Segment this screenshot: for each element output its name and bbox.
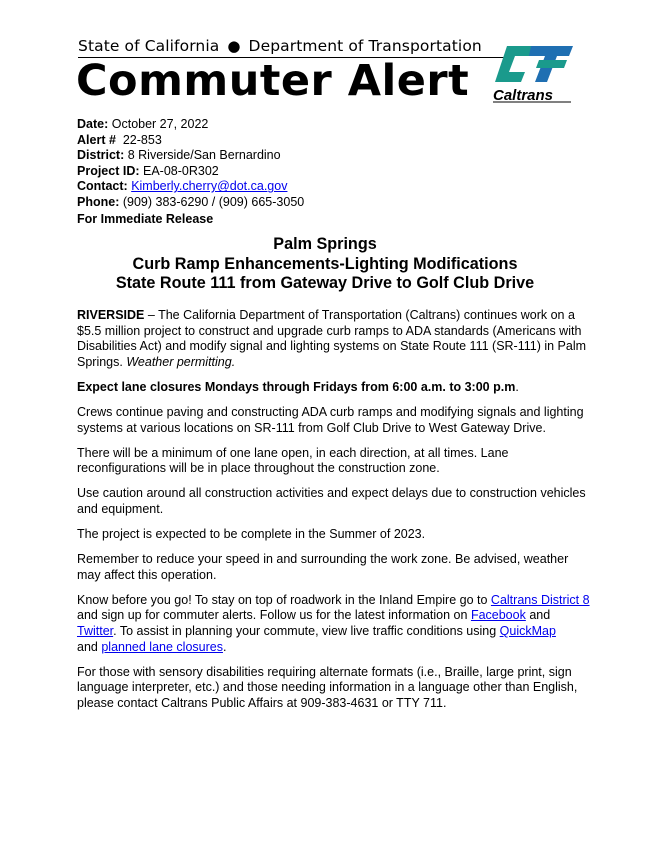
state-name: State of California <box>78 37 220 55</box>
logo-bar-shape <box>536 60 567 68</box>
planned-lane-closures-link[interactable]: planned lane closures <box>101 639 223 654</box>
project-id: EA-08-0R302 <box>143 163 219 178</box>
article-body <box>77 308 592 721</box>
department-name: Department of Transportation <box>248 37 482 55</box>
logo-wordmark: Caltrans <box>493 87 554 104</box>
caltrans-logo <box>485 42 577 104</box>
headline-city: Palm Springs <box>273 235 377 253</box>
agency-line <box>78 37 482 55</box>
date-row: Date: October 27, 2022 <box>77 117 209 131</box>
district-row: District: 8 Riverside/San Bernardino <box>77 148 281 163</box>
date-value: October 27, 2022 <box>111 117 209 131</box>
phone-row: Phone: (909) 383-6290 / (909) 665-3050 <box>77 194 305 209</box>
bullet-separator: ● <box>227 37 241 55</box>
logo-c-shape <box>495 46 535 82</box>
headline <box>60 235 590 294</box>
paragraph-intro: RIVERSIDE – The California Department of Transportation (Caltrans) continues work on a $5.5 million project to construct and upgrade curb ramps to ADA standards (Americans with Disabilities Act) and modify signal and lighting systems on State Route 111 (SR-111) in Palm Springs. Weather permitting. <box>77 308 587 369</box>
paragraph-closures: Expect lane closures Mondays through Fridays from 6:00 a.m. to 3:00 p.m. <box>77 379 519 394</box>
facebook-link[interactable]: Facebook <box>470 608 526 623</box>
headline-project: Curb Ramp Enhancements-Lighting Modifications <box>132 254 518 273</box>
paragraph-resources: Know before you go! To stay on top of roadwork in the Inland Empire go to Caltrans District 8 and sign up for commuter alerts. Follow us for the latest information on Facebook and Twitter. To assist in planning your commute, view live traffic conditions using QuickMap and planned lane closures. <box>77 592 590 654</box>
paragraph-speed: Remember to reduce your speed in and surrounding the work zone. Be advised, weather may affect this operation. <box>77 552 569 582</box>
release-metadata <box>77 117 304 211</box>
paragraph-lanes: There will be a minimum of one lane open, in each direction, at all times. Lane reconfigurations will be in place throughout the construction zone. <box>77 445 509 476</box>
contact-row: Contact: Kimberly.cherry@dot.ca.gov <box>77 179 288 194</box>
alert-number: 22-853 <box>122 132 162 147</box>
paragraph-work: Crews continue paving and constructing ADA curb ramps and modifying signals and lighting systems at various locations on SR-111 from Golf Club Drive to West Gateway Drive. <box>77 404 584 435</box>
paragraph-completion: The project is expected to be complete in the Summer of 2023. <box>77 527 426 542</box>
district-value: 8 Riverside/San Bernardino <box>127 148 281 163</box>
project-row: Project ID: EA-08-0R302 <box>77 163 219 178</box>
contact-email-link[interactable]: Kimberly.cherry@dot.ca.gov <box>131 179 288 194</box>
page-title: Commuter Alert <box>76 56 470 106</box>
paragraph-caution: Use caution around all construction activities and expect delays due to construction vehicles and equipment. <box>77 486 586 516</box>
alert-row: Alert # 22-853 <box>77 132 162 147</box>
twitter-link[interactable]: Twitter <box>77 624 114 638</box>
paragraph-accessibility: For those with sensory disabilities requiring alternate formats (i.e., Braille, large print, sign language interpreter, etc.) and those needing information in a language other than English, please contact Caltrans Public Affairs at 909-383-4631 or TTY 711. <box>77 664 578 710</box>
caltrans-district-8-link[interactable]: Caltrans District 8 <box>490 592 590 607</box>
phone-value: (909) 383-6290 / (909) 665-3050 <box>122 194 305 209</box>
quickmap-link[interactable]: QuickMap <box>499 624 556 638</box>
release-status: For Immediate Release <box>77 212 214 226</box>
headline-route: State Route 111 from Gateway Drive to Golf Club Drive <box>115 274 535 292</box>
